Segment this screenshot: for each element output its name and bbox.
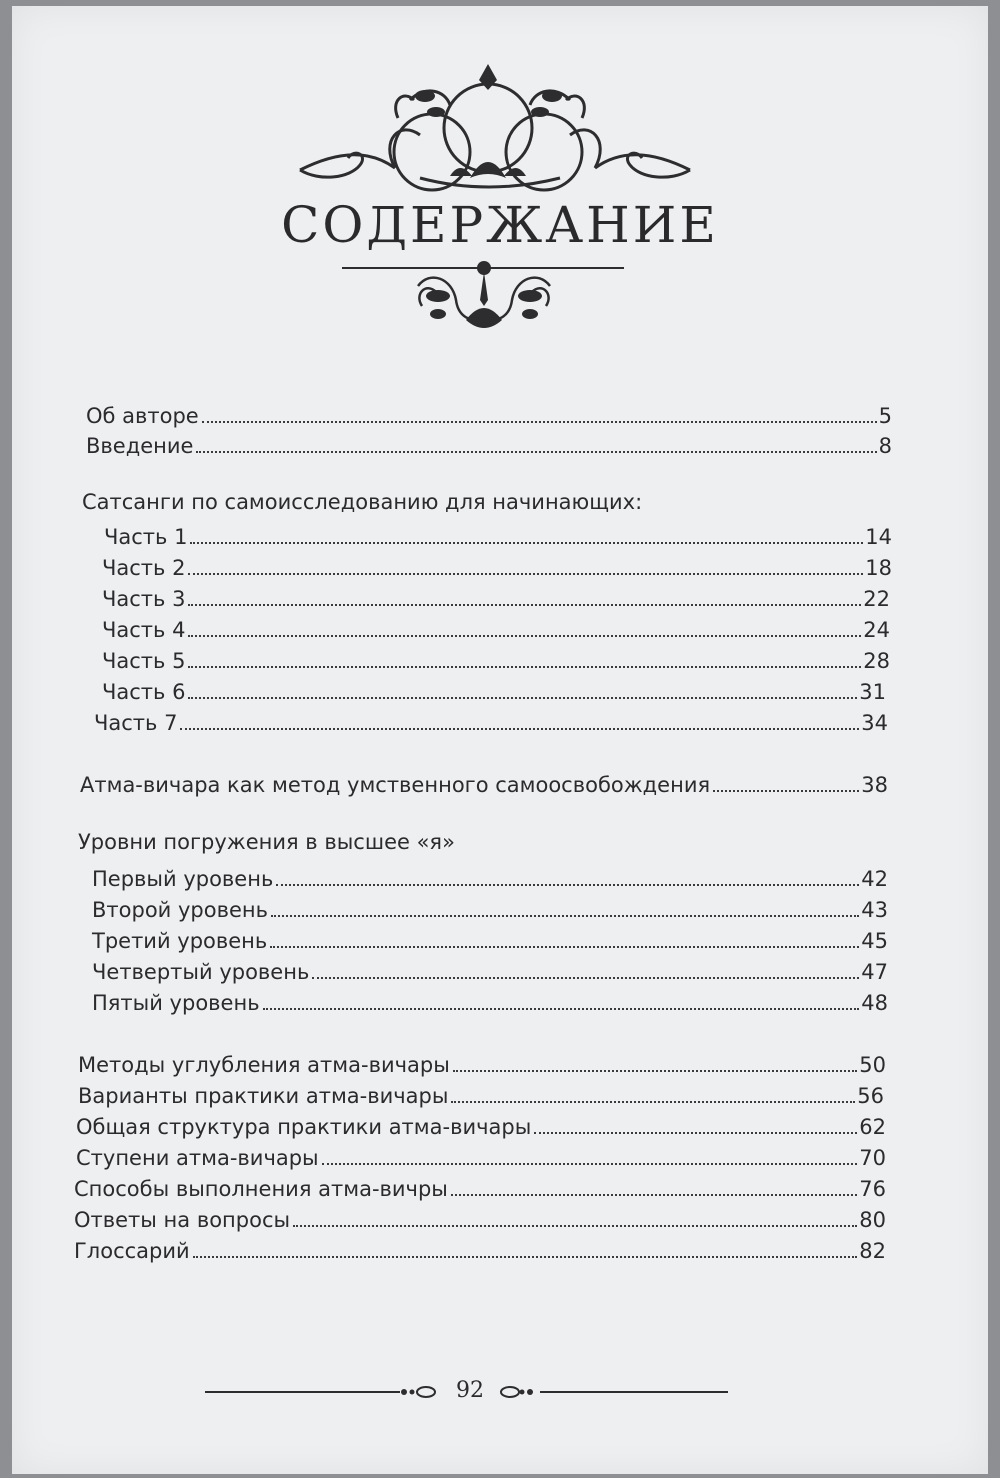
toc-entry-page: 48	[861, 991, 888, 1015]
toc-leader-dots	[451, 1101, 855, 1103]
toc-entry-title: Об авторе	[86, 404, 199, 428]
toc-entry-page: 47	[861, 960, 888, 984]
toc-leader-dots	[453, 1070, 857, 1072]
toc-entry-title: Атма-вичара как метод умственного самоосвобождения	[80, 773, 711, 797]
toc-entry[interactable]	[92, 991, 888, 1021]
toc-entry-title: Часть 1	[104, 525, 188, 549]
toc-leader-dots	[188, 635, 861, 637]
toc-entry-page: 76	[859, 1177, 886, 1201]
toc-leader-dots	[188, 697, 857, 699]
toc-entry-title: Часть 4	[102, 618, 186, 642]
toc-entry-page: 82	[859, 1239, 886, 1263]
top-ornament	[0, 0, 1000, 380]
page-title: СОДЕРЖАНИЕ	[281, 196, 719, 254]
toc-leader-dots	[270, 946, 859, 948]
toc-entry-title: Четвертый уровень	[92, 960, 310, 984]
toc-leader-dots	[293, 1225, 857, 1227]
toc-entry-page: 45	[861, 929, 888, 953]
toc-leader-dots	[451, 1194, 857, 1196]
toc-entry[interactable]	[80, 773, 888, 803]
toc-entry-page: 50	[859, 1053, 886, 1077]
toc-entry-title: Глоссарий	[74, 1239, 190, 1263]
toc-entry-page: 43	[861, 898, 888, 922]
toc-leader-dots	[276, 884, 859, 886]
toc-entry-title: Методы углубления атма-вичары	[78, 1053, 450, 1077]
toc-entry-page: 14	[865, 525, 892, 549]
diamond-ornament-icon	[479, 64, 497, 90]
toc-entry[interactable]	[104, 525, 892, 555]
toc-leader-dots	[196, 451, 876, 453]
toc-entry-title: Второй уровень	[92, 898, 268, 922]
toc-entry[interactable]	[102, 618, 890, 648]
toc-entry-title: Ответы на вопросы	[74, 1208, 291, 1232]
toc-entry[interactable]	[102, 556, 892, 586]
toc-entry-page: 34	[861, 711, 888, 735]
toc-entry[interactable]	[74, 1208, 886, 1238]
toc-leader-dots	[534, 1132, 857, 1134]
toc-entry[interactable]	[76, 1115, 886, 1145]
toc-entry-title: Третий уровень	[92, 929, 268, 953]
toc-entry[interactable]	[102, 680, 886, 710]
toc-entry[interactable]	[86, 404, 892, 434]
toc-leader-dots	[193, 1256, 858, 1258]
toc-entry[interactable]	[78, 1084, 884, 1114]
toc-entry-title: Введение	[86, 434, 194, 458]
toc-entry-page: 18	[865, 556, 892, 580]
toc-entry-page: 5	[878, 404, 892, 428]
toc-entry-title: Пятый уровень	[92, 991, 260, 1015]
toc-entry[interactable]	[92, 898, 888, 928]
toc-entry-page: 42	[861, 867, 888, 891]
toc-entry-title: Часть 6	[102, 680, 186, 704]
toc-leader-dots	[188, 666, 861, 668]
toc-entry-title: Ступени атма-вичары	[76, 1146, 319, 1170]
toc-leader-dots	[322, 1163, 858, 1165]
toc-leader-dots	[190, 542, 863, 544]
toc-entry[interactable]	[74, 1177, 886, 1207]
toc-entry-page: 8	[878, 434, 892, 458]
page-footer	[0, 1372, 1000, 1412]
toc-leader-dots	[263, 1008, 860, 1010]
toc-entry-page: 62	[859, 1115, 886, 1139]
toc-entry[interactable]	[92, 867, 888, 897]
toc-entry-page: 28	[863, 649, 890, 673]
toc-entry-title: Часть 5	[102, 649, 186, 673]
toc-entry[interactable]	[86, 434, 892, 464]
toc-entry[interactable]	[78, 1053, 886, 1083]
toc-section-heading: Уровни погружения в высшее «я»	[78, 830, 455, 854]
toc-entry-title: Первый уровень	[92, 867, 274, 891]
toc-entry[interactable]	[102, 587, 890, 617]
toc-leader-dots	[312, 977, 859, 979]
toc-entry-page: 22	[863, 587, 890, 611]
toc-entry-page: 38	[861, 773, 888, 797]
toc-entry[interactable]	[76, 1146, 886, 1176]
toc-entry[interactable]	[102, 649, 890, 679]
toc-leader-dots	[188, 573, 863, 575]
toc-leader-dots	[271, 915, 859, 917]
page-number: 92	[456, 1378, 484, 1403]
toc-entry[interactable]	[74, 1239, 886, 1269]
toc-entry-title: Часть 2	[102, 556, 186, 580]
toc-section-heading: Сатсанги по самоисследованию для начинающих:	[82, 490, 643, 514]
toc-entry-page: 56	[857, 1084, 884, 1108]
toc-entry-page: 70	[859, 1146, 886, 1170]
toc-entry[interactable]	[92, 929, 888, 959]
toc-leader-dots	[713, 790, 859, 792]
toc-entry-title: Часть 3	[102, 587, 186, 611]
toc-entry-title: Варианты практики атма-вичары	[78, 1084, 449, 1108]
toc-entry-page: 24	[863, 618, 890, 642]
toc-leader-dots	[180, 728, 859, 730]
toc-leader-dots	[188, 604, 861, 606]
toc-entry-title: Способы выполнения атма-вичры	[74, 1177, 448, 1201]
toc-entry-title: Общая структура практики атма-вичары	[76, 1115, 532, 1139]
toc-entry[interactable]	[92, 960, 888, 990]
toc-entry[interactable]	[94, 711, 888, 741]
toc-entry-page: 31	[859, 680, 886, 704]
toc-leader-dots	[202, 421, 877, 423]
toc-entry-title: Часть 7	[94, 711, 178, 735]
toc-entry-page: 80	[859, 1208, 886, 1232]
